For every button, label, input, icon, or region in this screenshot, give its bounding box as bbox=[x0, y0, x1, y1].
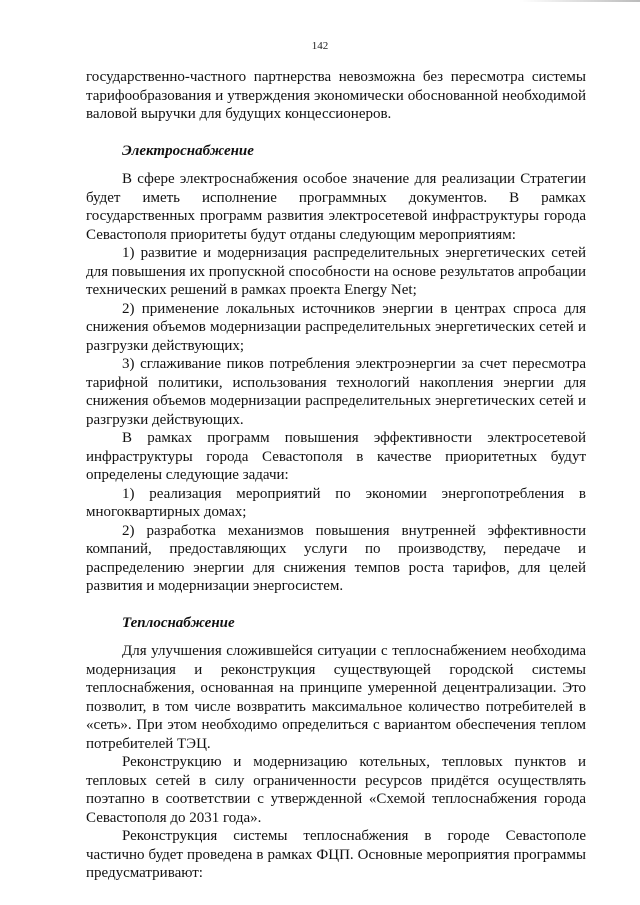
scan-edge-line bbox=[520, 0, 640, 2]
paragraph-electricity-2: 1) развитие и модернизация распределительных энергетических сетей для повышения их пропускной способности на основе результатов апробации технических решений в рамках проекта Energy Net; bbox=[86, 245, 586, 298]
paragraph-heating-1: Для улучшения сложившейся ситуации с теплоснабжением необходима модернизация и реконструкция существующей городской системы теплоснабжения, основанная на принципе умеренной децентрализации. Это позволит, в том числе возвратить максимальное количество потребителей в «сеть». При этом необходимо определиться с вариантом обеспечения теплом потребителей ТЭЦ. bbox=[86, 643, 586, 752]
section-heading-heating: Теплоснабжение bbox=[122, 614, 235, 631]
paragraph-electricity-1: В сфере электроснабжения особое значение для реализации Стратегии будет иметь исполнение программных документов. В рамках государственных программ развития электросетевой инфраструктуры города Севастополя приоритеты будут отданы следующим мероприятиям: bbox=[86, 171, 586, 243]
paragraph-heating-3: Реконструкция системы теплоснабжения в городе Севастополе частично будет проведена в рамках ФЦП. Основные мероприятия программы предусматривают: bbox=[86, 828, 586, 881]
paragraph-electricity-7: 2) разработка механизмов повышения внутренней эффективности компаний, предоставляющих услуги по производству, передаче и распределению энергии для снижения темпов роста тарифов, для целей развития и модернизации энергосистем. bbox=[86, 522, 586, 594]
paragraph-electricity-4: 3) сглаживание пиков потребления электроэнергии за счет пересмотра тарифной политики, использования технологий накопления энергии для снижения объемов модернизации распределительных энергетических сетей и разгрузки действующих. bbox=[86, 356, 586, 428]
paragraph-heating-2: Реконструкцию и модернизацию котельных, тепловых пунктов и тепловых сетей в силу ограниченности ресурсов придётся осуществлять поэтапно в соответствии с утвержденной «Схемой теплоснабжения города Севастополя до 2031 года». bbox=[86, 754, 586, 826]
page-number: 142 bbox=[311, 40, 329, 52]
paragraph-intro: государственно-частного партнерства невозможна без пересмотра системы тарифообразования и утверждения экономически обоснованной необходимой валовой выручки для будущих концессионеров. bbox=[86, 69, 586, 122]
document-body bbox=[86, 68, 586, 883]
section-heading-electricity: Электроснабжение bbox=[122, 142, 254, 159]
paragraph-electricity-3: 2) применение локальных источников энергии в центрах спроса для снижения объемов модернизации распределительных энергетических сетей и разгрузки действующих; bbox=[86, 300, 586, 354]
paragraph-electricity-6: 1) реализация мероприятий по экономии энергопотребления в многоквартирных домах; bbox=[86, 485, 586, 520]
paragraph-electricity-5: В рамках программ повышения эффективности электросетевой инфраструктуры города Севастополя в качестве приоритетных будут определены следующие задачи: bbox=[86, 430, 586, 483]
